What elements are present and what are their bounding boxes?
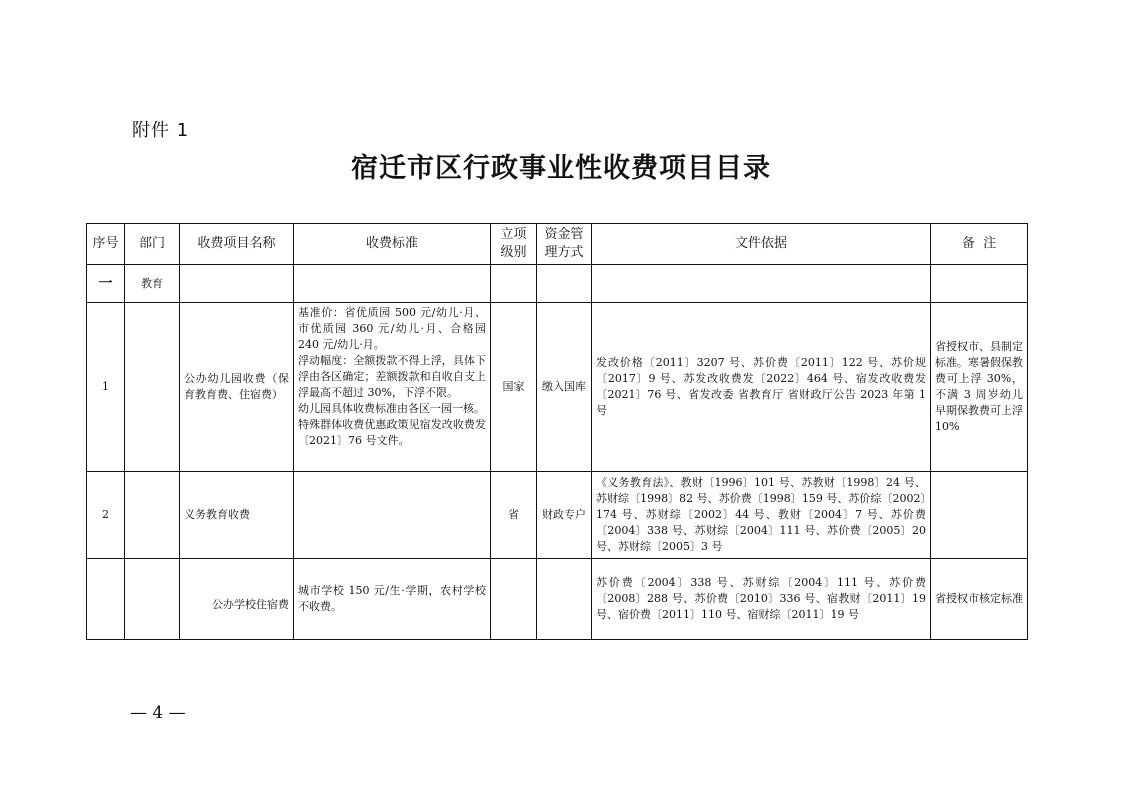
row-basis: 《义务教育法》、教财〔1996〕101 号、苏教财〔1998〕24 号、苏财综〔1998〕82 号、苏价费〔1998〕159 号、苏价综〔2002〕174 号、苏财综〔2002〕44 号、教财〔2004〕7 号、苏价费〔2004〕338 号、苏财综〔2004〕111 号、苏价费〔2005〕20 号、苏财综〔2005〕3 号	[592, 472, 931, 559]
section-seq: 一	[87, 265, 125, 303]
row-note	[931, 472, 1028, 559]
table-header-row	[87, 224, 1028, 265]
table-row	[87, 303, 1028, 472]
attachment-label: 附件 1	[132, 120, 190, 141]
row-seq: 1	[87, 303, 125, 472]
page-number: — 4 —	[130, 703, 186, 723]
row-name: 义务教育收费	[180, 472, 294, 559]
table-row	[87, 472, 1028, 559]
row-basis: 发改价格〔2011〕3207 号、苏价费〔2011〕122 号、苏价规〔2017〕9 号、苏发改收费发〔2022〕464 号、宿发改收费发〔2021〕76 号、省发改委 省教育厅 省财政厅公告 2023 年第 1 号	[592, 303, 931, 472]
row-dept	[125, 472, 180, 559]
header-basis: 文件依据	[592, 224, 931, 265]
fee-catalog-table	[86, 223, 1028, 640]
row-level: 国家	[491, 303, 537, 472]
row-standard: 基准价：省优质园 500 元/幼儿·月、市优质园 360 元/幼儿·月、合格园 240 元/幼儿·月。 浮动幅度：全额拨款不得上浮，具体下浮由各区确定；差额拨款和自收自支上浮最高不超过 30%，下浮不限。 幼儿园具体收费标准由各区一园一核。 特殊群体收费优惠政策见宿发改收费发〔2021〕76 号文件。	[294, 303, 491, 472]
section-dept: 教育	[125, 265, 180, 303]
header-name: 收费项目名称	[180, 224, 294, 265]
header-standard: 收费标准	[294, 224, 491, 265]
row-standard: 城市学校 150 元/生·学期，农村学校不收费。	[294, 559, 491, 640]
row-level: 省	[491, 472, 537, 559]
row-fund-mgmt: 财政专户	[537, 472, 592, 559]
row-note: 省授权市、县制定标准。寒暑假保教费可上浮 30%，不满 3 周岁幼儿早期保教费可上浮 10%	[931, 303, 1028, 472]
empty-cell	[592, 265, 931, 303]
header-dept: 部门	[125, 224, 180, 265]
empty-cell	[294, 265, 491, 303]
row-basis: 苏价费〔2004〕338 号、苏财综〔2004〕111 号、苏价费〔2008〕288 号、苏价费〔2010〕336 号、宿教财〔2011〕19 号、宿价费〔2011〕110 号、宿财综〔2011〕19 号	[592, 559, 931, 640]
header-level: 立项级别	[491, 224, 537, 265]
row-fund-mgmt	[537, 559, 592, 640]
header-fund-mgmt: 资金管理方式	[537, 224, 592, 265]
row-dept	[125, 559, 180, 640]
empty-cell	[491, 265, 537, 303]
row-standard	[294, 472, 491, 559]
document-title: 宿迁市区行政事业性收费项目目录	[351, 153, 771, 184]
row-dept	[125, 303, 180, 472]
row-name: 公办学校住宿费	[180, 559, 294, 640]
empty-cell	[537, 265, 592, 303]
row-seq: 2	[87, 472, 125, 559]
section-row	[87, 265, 1028, 303]
table-row	[87, 559, 1028, 640]
row-note: 省授权市核定标准	[931, 559, 1028, 640]
header-note: 备 注	[931, 224, 1028, 265]
row-seq	[87, 559, 125, 640]
header-seq: 序号	[87, 224, 125, 265]
empty-cell	[931, 265, 1028, 303]
row-name: 公办幼儿园收费（保育教育费、住宿费）	[180, 303, 294, 472]
empty-cell	[180, 265, 294, 303]
row-fund-mgmt: 缴入国库	[537, 303, 592, 472]
row-level	[491, 559, 537, 640]
